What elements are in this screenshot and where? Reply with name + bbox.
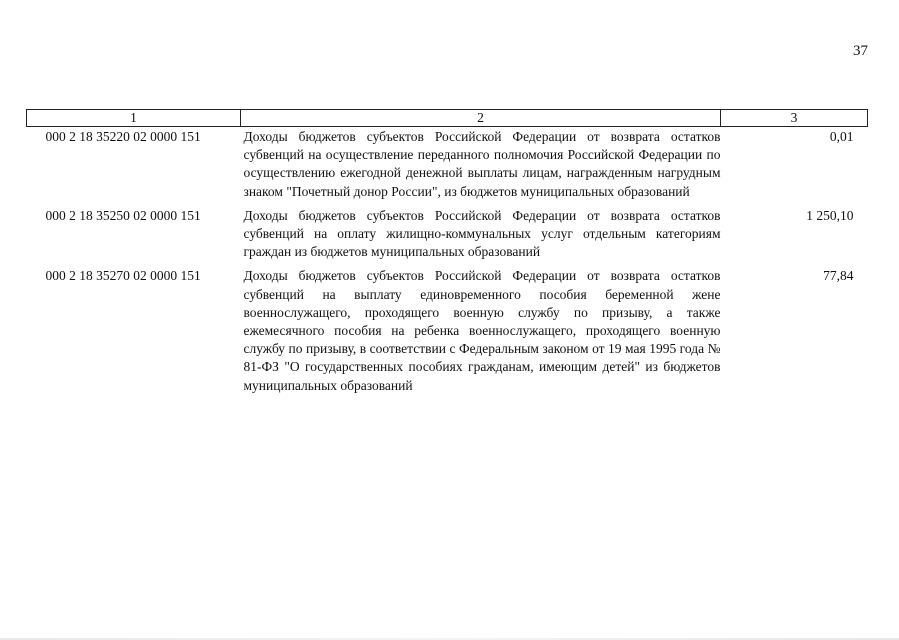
budget-table	[26, 109, 868, 400]
budget-code: 000 2 18 35220 02 0000 151	[45, 129, 201, 144]
column-header-2: 2	[241, 110, 721, 127]
table-row	[27, 206, 868, 267]
budget-code: 000 2 18 35270 02 0000 151	[45, 268, 201, 284]
amount-value: 1 250,10	[806, 207, 854, 223]
income-description: Доходы бюджетов субъектов Российской Федерации от возврата остатков субвенций на оплату жилищно-коммунальных услуг отдельным категориям граждан из бюджетов муниципальных образований	[243, 207, 721, 260]
income-description: Доходы бюджетов субъектов Российской Федерации от возврата остатков субвенций на осуществление переданного полномочия Российской Федерации по осуществлению ежегодной денежной выплаты лицам, награжденным нагрудным знаком "Почетный донор России", из бюджетов муниципальных образований	[243, 129, 721, 199]
table-row	[27, 127, 868, 206]
column-header-1: 1	[27, 110, 241, 127]
budget-code: 000 2 18 35250 02 0000 151	[45, 207, 201, 223]
amount-value: 77,84	[823, 268, 854, 284]
page-number: 37	[853, 43, 868, 59]
column-header-3: 3	[721, 110, 868, 127]
amount-value: 0,01	[829, 129, 854, 144]
income-description: Доходы бюджетов субъектов Российской Федерации от возврата остатков субвенций на выплату единовременного пособия беременной жене военнослужащего, проходящего военную службу по призыву, а также ежемесячного пособия на ребенка военнослужащего, проходящего военную службу по призыву, в соответствии с Федеральным законом от 19 мая 1995 года № 81-ФЗ "О государственных пособиях гражданам, имеющим детей" из бюджетов муниципальных образований	[243, 268, 721, 393]
table-header-row	[27, 110, 868, 127]
table-row	[27, 266, 868, 399]
